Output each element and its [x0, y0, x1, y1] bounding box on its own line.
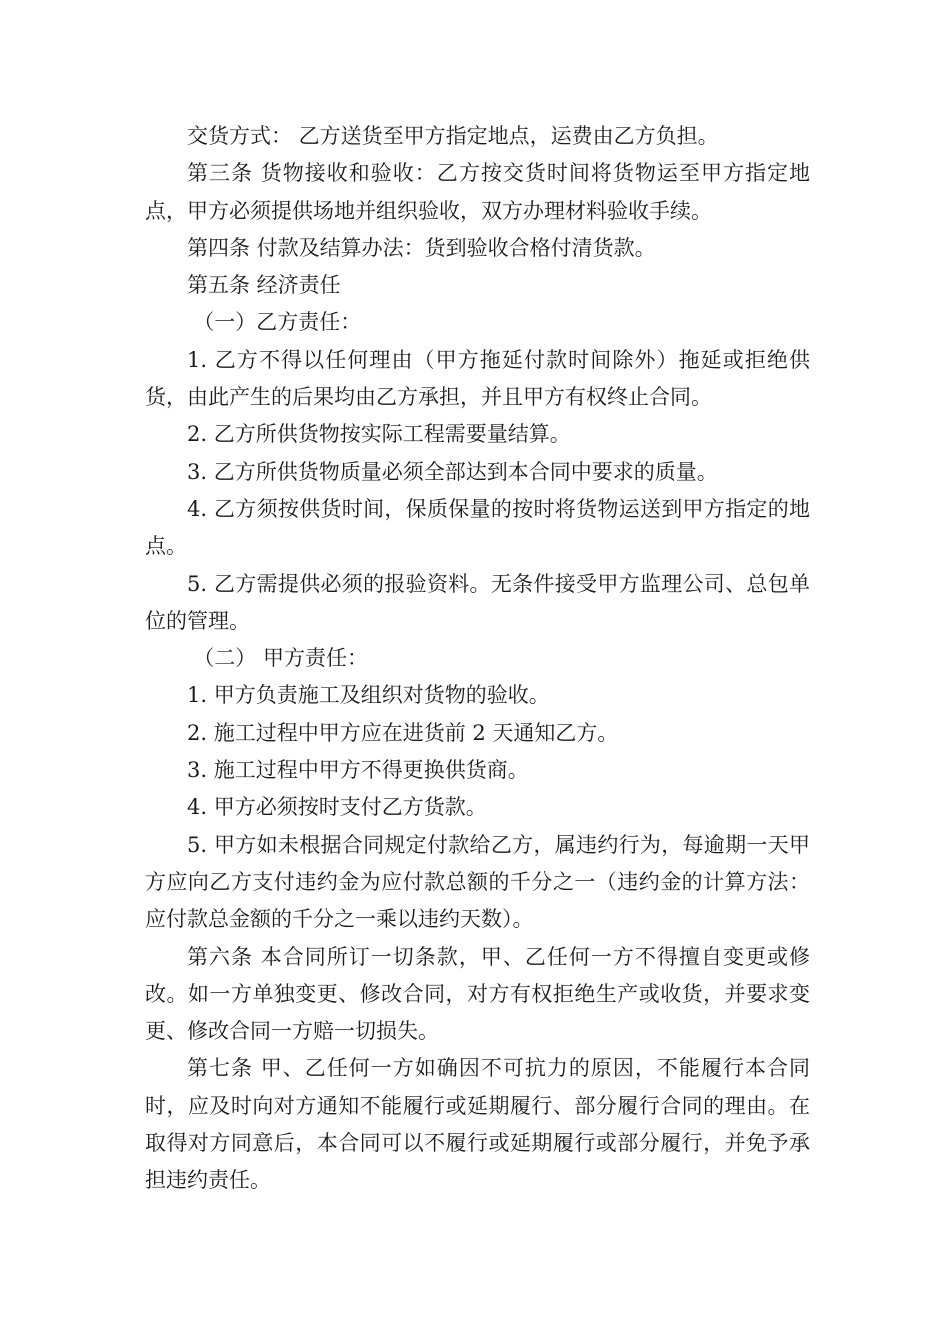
party-b-responsibility-heading: （一）乙方责任：: [193, 310, 362, 335]
party-b-item-5: 5. 乙方需提供必须的报验资料。无条件接受甲方监理公司、总包单位的管理。: [145, 571, 810, 633]
article-3-paragraph: 第三条 货物接收和验收：乙方按交货时间将货物运至甲方指定地点，甲方必须提供场地并组织验收，双方办理材料验收手续。: [145, 161, 810, 223]
article-6-paragraph: 第六条 本合同所订一切条款，甲、乙任何一方不得擅自变更或修改。如一方单独变更、修改合同，对方有权拒绝生产或收货，并要求变更、修改合同一方赔一切损失。: [145, 944, 810, 1044]
party-b-item-4: 4. 乙方须按供货时间，保质保量的按时将货物运送到甲方指定的地点。: [145, 496, 810, 559]
article-5-heading: 第五条 经济责任: [187, 273, 341, 298]
article-7-paragraph: 第七条 甲、乙任何一方如确因不可抗力的原因，不能履行本合同时，应及时向对方通知不能履行或延期履行、部分履行合同的理由。在取得对方同意后，本合同可以不履行或延期履行或部分履行，并免予承担违约责任。: [145, 1056, 810, 1193]
delivery-method-paragraph: 交货方式： 乙方送货至甲方指定地点，运费由乙方负担。: [187, 124, 719, 148]
article-4-paragraph: 第四条 付款及结算办法：货到验收合格付清货款。: [187, 235, 656, 260]
document-page: [145, 118, 810, 1200]
party-a-item-4: 4. 甲方必须按时支付乙方货款。: [187, 795, 487, 820]
party-b-item-1: 1. 乙方不得以任何理由（甲方拖延付款时间除外）拖延或拒绝供货，由此产生的后果均由乙方承担，并且甲方有权终止合同。: [145, 347, 810, 410]
party-b-item-3: 3. 乙方所供货物质量必须全部达到本合同中要求的质量。: [187, 459, 718, 484]
party-a-item-5: 5. 甲方如未根据合同规定付款给乙方，属违约行为，每逾期一天甲方应向乙方支付违约金为应付款总额的千分之一（违约金的计算方法：应付款总金额的千分之一乘以违约天数）。: [145, 832, 810, 932]
party-a-item-2: 2. 施工过程中甲方应在进货前 2 天通知乙方。: [187, 720, 619, 745]
party-b-item-2: 2. 乙方所供货物按实际工程需要量结算。: [187, 422, 571, 447]
party-a-responsibility-heading: （二） 甲方责任：: [193, 646, 368, 671]
party-a-item-3: 3. 施工过程中甲方不得更换供货商。: [187, 758, 529, 783]
party-a-item-1: 1. 甲方负责施工及组织对货物的验收。: [187, 683, 550, 708]
